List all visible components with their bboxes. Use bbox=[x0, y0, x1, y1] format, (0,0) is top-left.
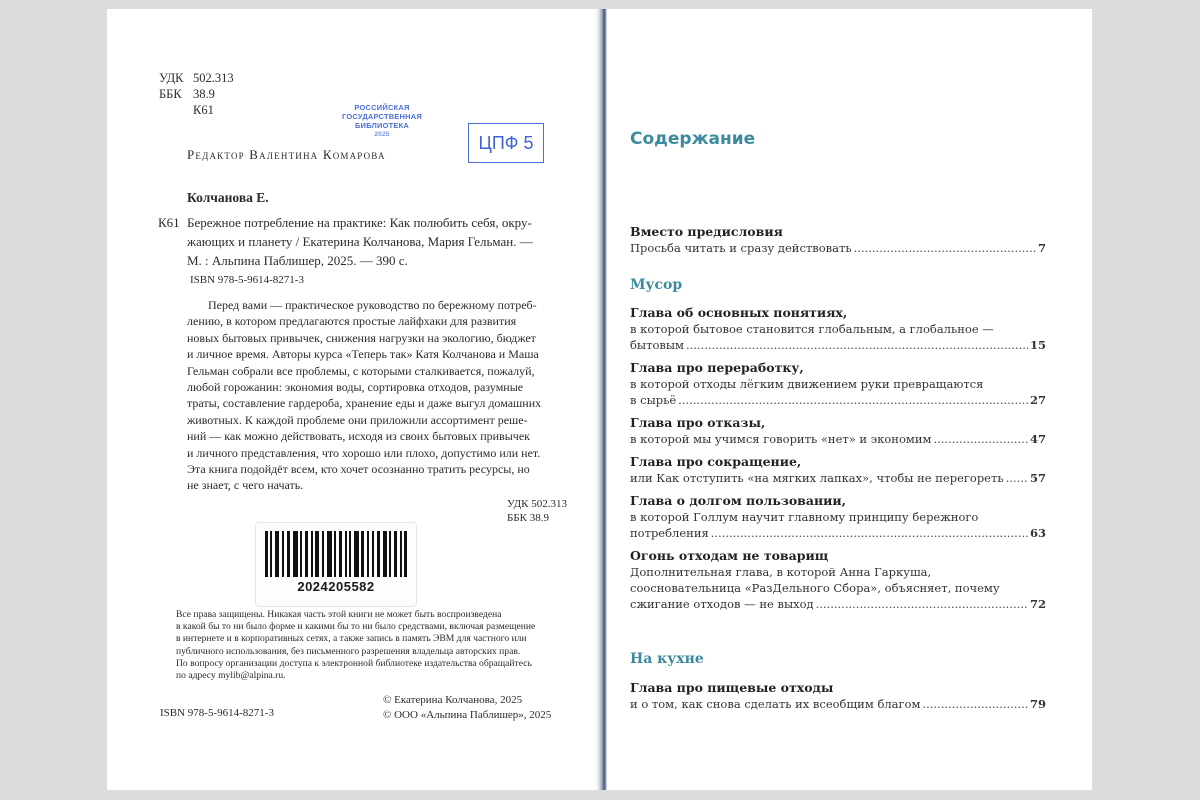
page-number: 79 bbox=[1029, 697, 1046, 711]
bbk-value: 38.9 bbox=[193, 87, 215, 101]
bbk-label: ББК bbox=[159, 87, 182, 101]
annotation-line: лению, в котором предлагаются простые лайфхаки для развития bbox=[187, 314, 517, 329]
toc-intro bbox=[630, 224, 1046, 256]
copyright-line: © Екатерина Колчанова, 2025 bbox=[383, 694, 523, 706]
dot-leader bbox=[816, 596, 1028, 612]
chapter-title: Глава про отказы, bbox=[630, 415, 766, 430]
catalog-line: Бережное потребление на практике: Как полюбить себя, окру- bbox=[187, 215, 532, 230]
entry-text: в которой мы учимся говорить «нет» и экономим bbox=[630, 432, 932, 446]
rights-notice bbox=[176, 609, 576, 682]
page-number: 63 bbox=[1029, 526, 1046, 540]
toc-entry[interactable] bbox=[630, 240, 1046, 256]
toc-chapter[interactable] bbox=[630, 454, 1046, 486]
isbn-top: ISBN 978-5-9614-8271-3 bbox=[190, 274, 304, 286]
stamp-line: 2025 bbox=[374, 131, 390, 138]
copyright-line: © ООО «Альпина Паблишер», 2025 bbox=[383, 709, 552, 721]
dot-leader bbox=[711, 525, 1028, 541]
library-stamp bbox=[327, 103, 437, 139]
stamp-line: БИБЛИОТЕКА bbox=[354, 121, 410, 130]
udk-bbk-right bbox=[507, 497, 567, 525]
entry-text: Просьба читать и сразу действовать bbox=[630, 241, 852, 255]
barcode-icon bbox=[264, 531, 408, 579]
book-gutter bbox=[595, 9, 607, 790]
entry-text: или Как отступить «на мягких лапках», чтобы не перегореть bbox=[630, 471, 1004, 485]
barcode-sticker bbox=[255, 522, 417, 607]
rights-line: публичного использования, без письменного разрешения владельца авторских прав. bbox=[176, 645, 521, 657]
rights-line: в какой бы то ни было форме и какими бы то ни было средствами, включая размещение bbox=[176, 621, 536, 633]
annotation-line: новых бытовых привычек, снижения нагрузки на экологию, бюджет bbox=[187, 330, 536, 345]
dot-leader bbox=[686, 337, 1028, 353]
udk-value: 502.313 bbox=[193, 71, 234, 85]
catalog-entry bbox=[187, 213, 587, 270]
chapter-title: Огонь отходам не товарищ bbox=[630, 548, 829, 563]
entry-text: бытовым bbox=[630, 338, 684, 352]
chapter-title: Глава про пищевые отходы bbox=[630, 680, 834, 695]
toc-chapter[interactable] bbox=[630, 305, 1046, 353]
page-number: 47 bbox=[1029, 432, 1046, 446]
entry-text: и о том, как снова сделать их всеобщим благом bbox=[630, 697, 921, 711]
annotation-line: животных. К каждой проблеме они приложили ассортимент реше- bbox=[187, 412, 528, 427]
stamp-line: ГОСУДАРСТВЕННАЯ bbox=[341, 112, 423, 121]
chapter-subtitle: в которой Голлум научит главному принципу бережного bbox=[630, 510, 979, 524]
toc-chapter[interactable] bbox=[630, 493, 1046, 541]
page-number: 7 bbox=[1037, 241, 1046, 255]
dot-leader bbox=[854, 240, 1036, 256]
intro-title: Вместо предисловия bbox=[630, 224, 783, 239]
dot-leader bbox=[678, 392, 1028, 408]
dot-leader bbox=[933, 431, 1028, 447]
annotation bbox=[187, 297, 587, 494]
toc-chapter[interactable] bbox=[630, 548, 1046, 612]
chapter-subtitle: в которой отходы лёгким движением руки превращаются bbox=[630, 377, 984, 391]
annotation-line: и личное время. Авторы курса «Теперь так» Катя Колчанова и Маша bbox=[187, 347, 539, 362]
barcode-number: 2024205582 bbox=[297, 579, 375, 594]
stamp-line: РОССИЙСКАЯ bbox=[354, 103, 410, 112]
page-number: 27 bbox=[1029, 393, 1046, 407]
copyright-block bbox=[383, 693, 551, 723]
dot-leader bbox=[922, 696, 1028, 712]
editor-credit: Редактор Валентина Комарова bbox=[187, 147, 386, 162]
page-number: 57 bbox=[1029, 471, 1046, 485]
catalog-line: М. : Альпина Паблишер, 2025. — 390 с. bbox=[187, 253, 408, 268]
chapter-subtitle: Дополнительная глава, в которой Анна Гаркуша, bbox=[630, 565, 932, 579]
chapter-title: Глава про переработку, bbox=[630, 360, 804, 375]
cpf-stamp: ЦПФ 5 bbox=[468, 123, 544, 163]
toc-title: Содержание bbox=[630, 129, 756, 149]
section-title-musor: Мусор bbox=[630, 277, 683, 293]
rights-line: по адресу mylib@alpina.ru. bbox=[176, 670, 286, 682]
chapter-subtitle: соосновательница «РазДельного Сбора», объясняет, почему bbox=[630, 581, 1000, 595]
annotation-line: Перед вами — практическое руководство по бережному потреб- bbox=[208, 298, 537, 312]
entry-text: потребления bbox=[630, 526, 709, 540]
chapter-title: Глава о долгом пользовании, bbox=[630, 493, 846, 508]
section-title-kitchen: На кухне bbox=[630, 651, 704, 667]
annotation-line: траты, составление гардероба, хранение еды и даже выгул домашних bbox=[187, 396, 542, 411]
udk-right: УДК 502.313 bbox=[507, 498, 568, 510]
dot-leader bbox=[1006, 470, 1028, 486]
toc-chapter[interactable] bbox=[630, 360, 1046, 408]
bbk-right: ББК 38.9 bbox=[507, 512, 549, 524]
section-kitchen-chapters bbox=[630, 680, 1046, 712]
udk-block bbox=[159, 70, 234, 118]
udk-label: УДК bbox=[159, 71, 184, 85]
rights-line: в интернете и в корпоративных сетях, а также запись в память ЭВМ для частного или bbox=[176, 633, 527, 645]
catalog-sign: К61 bbox=[158, 215, 180, 230]
toc-chapter[interactable] bbox=[630, 680, 1046, 712]
rights-line: Все права защищены. Никакая часть этой книги не может быть воспроизведена bbox=[176, 609, 502, 620]
annotation-line: Гельман собрали все проблемы, с которыми сталкивается, пожалуй, bbox=[187, 363, 535, 378]
isbn-bottom: ISBN 978-5-9614-8271-3 bbox=[160, 707, 274, 719]
annotation-line: и личного представления, что хорошо или плохо, допустимо или нет. bbox=[187, 445, 541, 460]
annotation-line: ний — как можно действовать, исходя из своих бытовых привычек bbox=[187, 429, 530, 444]
page-number: 72 bbox=[1029, 597, 1046, 611]
annotation-line: не знает, с чего начать. bbox=[187, 478, 304, 493]
author-sign: К61 bbox=[193, 103, 214, 117]
entry-text: в сырьё bbox=[630, 393, 677, 407]
catalog-line: жающих и планету / Екатерина Колчанова, Мария Гельман. — bbox=[187, 234, 533, 249]
author-heading: Колчанова Е. bbox=[187, 190, 269, 205]
chapter-subtitle: в которой бытовое становится глобальным, а глобальное — bbox=[630, 322, 994, 336]
toc-chapter[interactable] bbox=[630, 415, 1046, 447]
annotation-line: Эта книга подойдёт всем, кто хочет осознанно тратить ресурсы, но bbox=[187, 462, 530, 477]
annotation-line: любой горожанин: экономия воды, сортировка отходов, разумные bbox=[187, 380, 524, 395]
chapter-title: Глава об основных понятиях, bbox=[630, 305, 848, 320]
section-musor-chapters bbox=[622, 305, 1046, 612]
rights-line: По вопросу организации доступа к электронной библиотеке издательства обращайтесь bbox=[176, 657, 532, 669]
chapter-title: Глава про сокращение, bbox=[630, 454, 802, 469]
book-spread bbox=[107, 9, 1092, 790]
entry-text: сжигание отходов — не выход bbox=[630, 597, 814, 611]
page-number: 15 bbox=[1029, 338, 1046, 352]
